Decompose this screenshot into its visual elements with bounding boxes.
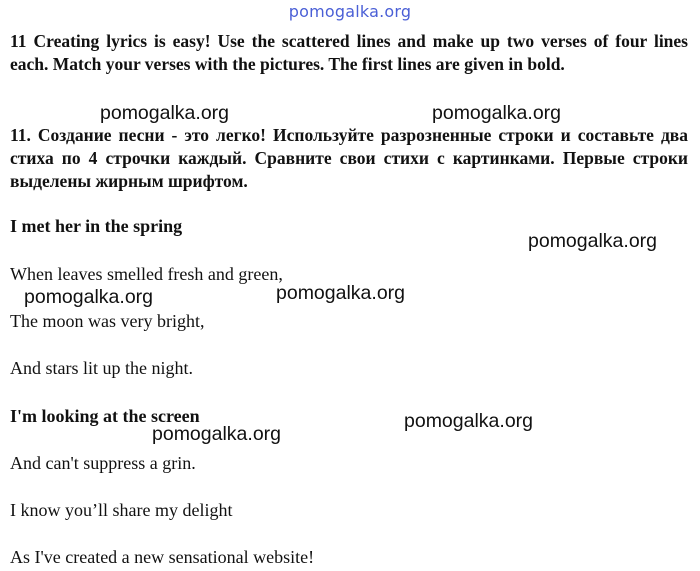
verse-2-line-2: And can't suppress a grin. — [10, 453, 196, 473]
verse-1-first-line: I met her in the spring — [10, 216, 183, 236]
verse-1-line-3: The moon was very bright, — [10, 311, 205, 331]
verse-2-first-line: I'm looking at the screen — [10, 406, 200, 426]
task-instruction-english: 11 Creating lyrics is easy! Use the scattered lines and make up two verses of four lines each. Match your verses with the pictures. The first lines are given in bold. — [10, 31, 688, 74]
watermark: pomogalka.org — [152, 423, 281, 445]
task-instruction-russian: 11. Создание песни - это легко! Используйте разрозненные строки и составьте два стиха по 4 строчки каждый. Сравните свои стихи с картинками. Первые строки выделены жирным шрифтом. — [10, 125, 688, 191]
watermark: pomogalka.org — [100, 102, 229, 124]
watermark: pomogalka.org — [528, 230, 657, 252]
watermark: pomogalka.org — [404, 410, 533, 432]
verse-2-line-3: I know you’ll share my delight — [10, 500, 233, 520]
watermark: pomogalka.org — [276, 282, 405, 304]
watermark: pomogalka.org — [24, 286, 153, 308]
verse-1-line-2: When leaves smelled fresh and green, — [10, 264, 283, 284]
watermark: pomogalka.org — [432, 102, 561, 124]
verse-1-line-4: And stars lit up the night. — [10, 358, 193, 378]
site-logo[interactable]: pomogalka.org — [288, 2, 412, 21]
verse-2-line-4: As I've created a new sensational website! — [10, 547, 315, 567]
